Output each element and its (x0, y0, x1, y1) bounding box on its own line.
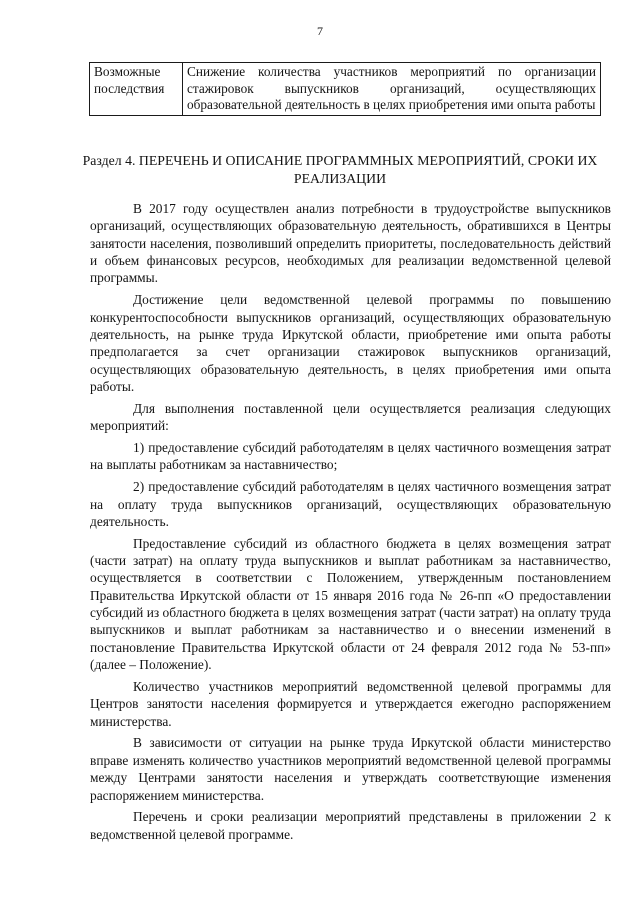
paragraph: Предоставление субсидий из областного бюджета в целях возмещения затрат (части затрат) на оплату труда выпускников и выплат работникам за наставничество, осуществляется в соответствии с Положением, утвержденным постановлением Правительства Иркутской области от 15 января 2016 года № 26-пп «О предоставлении субсидий из областного бюджета в целях возмещения затрат (части затрат) на оплату труда выпускников и выплат работникам за наставничество и о внесении изменений в постановление Правительства Иркутской области от 24 февраля 2012 года № 53-пп» (далее – Положение). (90, 535, 611, 673)
paragraph: В 2017 году осуществлен анализ потребности в трудоустройстве выпускников организаций, осуществляющих образовательную деятельность, обратившихся в Центры занятости населения, позволивший определить приоритеты, последовательность действий и объем финансовых ресурсов, необходимых для реализации ведомственной целевой программы. (90, 201, 611, 286)
page-number: 7 (317, 24, 323, 38)
paragraph: Перечень и сроки реализации мероприятий представлены в приложении 2 к ведомственной целевой программе. (90, 809, 611, 842)
paragraph: Достижение цели ведомственной целевой программы по повышению конкурентоспособности выпускников организаций, осуществляющих образовательную деятельность, на рынке труда Иркутской области, приобретение ими опыта работы предполагается за счет организации стажировок выпускников организаций, осуществляющих образовательную деятельность, в целях приобретения ими опыта работы. (90, 292, 611, 394)
paragraph: 1) предоставление субсидий работодателям в целях частичного возмещения затрат на выплаты работникам за наставничество; (90, 439, 611, 473)
paragraph: В зависимости от ситуации на рынке труда Иркутской области министерство вправе изменять количество участников мероприятий ведомственной целевой программы между Центрами занятости населения и утверждать соответствующие изменения распоряжением министерства. (90, 735, 611, 803)
paragraph: Количество участников мероприятий ведомственной целевой программы для Центров занятости населения формируется и утверждается ежегодно распоряжением министерства. (90, 678, 611, 729)
table-row (90, 63, 601, 116)
section-body (90, 200, 611, 848)
table-label-cell: Возможные последствия (90, 63, 183, 116)
paragraph: 2) предоставление субсидий работодателям в целях частичного возмещения затрат на оплату труда выпускников организаций, осуществляющих образовательную деятельность. (90, 479, 611, 529)
paragraph: Для выполнения поставленной цели осуществляется реализация следующих мероприятий: (90, 400, 611, 434)
consequences-table (89, 62, 601, 116)
section-title: Раздел 4. ПЕРЕЧЕНЬ И ОПИСАНИЕ ПРОГРАММНЫХ МЕРОПРИЯТИЙ, СРОКИ ИХ РЕАЛИЗАЦИИ (82, 153, 598, 186)
table-value-cell: Снижение количества участников мероприятий по организации стажировок выпускников организаций, осуществляющих образовательной деятельность в целях приобретения ими опыта работы (183, 63, 601, 116)
